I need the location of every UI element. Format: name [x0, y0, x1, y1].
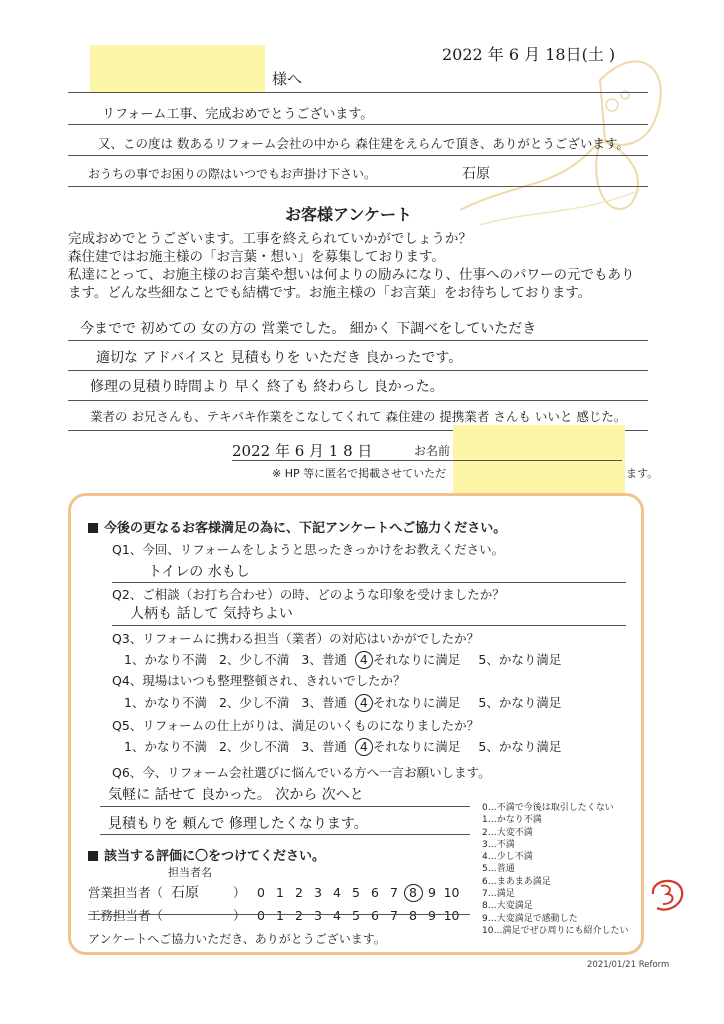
- q4-options: 1、かなり不満 2、少し不満 3、普通 4 それなりに満足 5、かなり満足: [124, 695, 562, 710]
- rule-line: [68, 155, 648, 156]
- legend-item: 2…大変不満: [482, 827, 533, 838]
- q1-answer: トイレの 水もし: [148, 564, 250, 580]
- sales-score-5: 5: [352, 885, 360, 900]
- sales-score-0: 0: [257, 885, 265, 900]
- intro-line-1: 完成おめでとうございます。工事を終えられていかがでしょうか？: [68, 231, 472, 247]
- q6-answer-line-1: 気軽に 話せて 良かった。 次から 次へと: [108, 787, 364, 803]
- letter-signature: 石原: [462, 166, 490, 182]
- sales-score-9: 9: [428, 885, 436, 900]
- legend-item: 4…少し不満: [482, 852, 533, 863]
- sales-score-6: 6: [371, 885, 379, 900]
- q6-label: Q6、今、リフォーム会社選びに悩んでいる方へ一言お願いします。: [112, 765, 491, 780]
- comment-line-3: 修理の見積り時間より 早く 終了も 終わらし 良かった。: [90, 379, 444, 395]
- works-score-10: 10: [443, 908, 460, 923]
- q4-selected-circle: 4: [355, 694, 373, 712]
- works-score-3: 3: [314, 908, 322, 923]
- legend-item: 6…まあまあ満足: [482, 876, 551, 887]
- rule-line: [68, 92, 648, 93]
- q6-answer-line-2: 見積もりを 頼んで 修理したくなります。: [108, 816, 368, 832]
- works-score-2: 2: [295, 908, 303, 923]
- works-score-0: 0: [257, 908, 265, 923]
- works-score-5: 5: [352, 908, 360, 923]
- works-score-9: 9: [428, 908, 436, 923]
- legend-item: 7…満足: [482, 889, 515, 900]
- legend-item: 0…不満で今後は取引したくない: [482, 803, 614, 813]
- sales-score-4: 4: [333, 885, 341, 900]
- sales-score-3: 3: [314, 885, 322, 900]
- q3-selected-circle: 4: [355, 651, 373, 669]
- letter-line-3: おうちの事でお困りの際はいつでもお声掛け下さい。: [88, 167, 377, 181]
- sales-staff-row: 営業担当者（ 石原 ） 0 1 2 3 4 5 6 7 8 9 10: [88, 882, 462, 902]
- comment-line-4: 業者の お兄さんも、テキパキ作業をこなしてくれて 森住建の 提携業者 さんも いいと 感じた。: [90, 409, 627, 424]
- rule-line: [68, 370, 648, 371]
- rule-line: [100, 806, 470, 807]
- rule-line: [100, 834, 470, 835]
- q5-selected-circle: 4: [355, 738, 373, 756]
- works-score-7: 7: [390, 908, 398, 923]
- rule-line: [112, 625, 626, 626]
- works-row-strikethrough: [88, 914, 470, 915]
- comment-line-1: 今までで 初めての 女の方の 営業でした。 細かく 下調べをしていただき: [80, 321, 537, 337]
- letter-line-1: リフォーム工事、完成おめでとうございます。: [102, 107, 374, 122]
- comment-line-2: 適切な アドバイスと 見積もりを いただき 良かったです。: [96, 350, 463, 366]
- q2-answer: 人柄も 話して 気持ちよい: [130, 606, 293, 622]
- letter-line-2: 又、この度は 数あるリフォーム会社の中から 森住建をえらんで頂き、ありがとうございます。: [98, 136, 629, 151]
- works-score-1: 1: [276, 908, 284, 923]
- q5-options: 1、かなり不満 2、少し不満 3、普通 4 それなりに満足 5、かなり満足: [124, 739, 562, 754]
- q4-label: Q4、現場はいつも整理整頓され、きれいでしたか？: [112, 673, 406, 688]
- thanks-text: アンケートへご協力いただき、ありがとうございます。: [88, 932, 386, 946]
- legend-item: 8…大変満足: [482, 901, 533, 912]
- legend-item: 1…かなり不満: [482, 815, 542, 826]
- sales-score-7: 7: [390, 885, 398, 900]
- works-score-scale: [252, 908, 462, 923]
- square-bullet-icon: [88, 523, 98, 533]
- sales-score-scale: [252, 885, 462, 900]
- survey-title: お客様アンケート: [285, 205, 413, 224]
- sales-score-1: 1: [276, 885, 284, 900]
- staff-name-label: 担当者名: [168, 866, 212, 879]
- legend-item: 5…普通: [482, 864, 515, 875]
- rule-line: [68, 340, 648, 341]
- q3-options: 1、かなり不満 2、少し不満 3、普通 4 それなりに満足 5、かなり満足: [124, 652, 562, 667]
- q5-label: Q5、リフォームの仕上がりは、満足のいくものになりましたか？: [112, 718, 480, 733]
- rule-line: [68, 124, 648, 125]
- works-score-6: 6: [371, 908, 379, 923]
- rule-line: [232, 460, 622, 461]
- legend-item: 9…大変満足で感動した: [482, 913, 578, 924]
- rating-legend: [482, 802, 628, 937]
- footnote-end: ます。: [626, 467, 659, 480]
- q2-label: Q2、ご相談（お打ち合わせ）の時、どのような印象を受けましたか？: [112, 587, 505, 602]
- sales-score-10: 10: [443, 885, 460, 900]
- sales-score-8: 8: [404, 884, 423, 902]
- q1-label: Q1、今回、リフォームをしようと思ったきっかけをお教えください。: [112, 542, 505, 557]
- works-score-4: 4: [333, 908, 341, 923]
- footnote: ※ HP 等に匿名で掲載させていただ: [272, 467, 447, 480]
- q3-label: Q3、リフォームに携わる担当（業者）の対応はいかがでしたか？: [112, 631, 480, 646]
- hand-drawn-mark: [645, 872, 691, 918]
- sales-score-2: 2: [295, 885, 303, 900]
- questionnaire-heading: 今後の更なるお客様満足の為に、下記アンケートへご協力ください。: [88, 517, 506, 536]
- legend-item: 10…満足でぜひ周りにも紹介したい: [482, 925, 629, 936]
- works-staff-row: 工務担当者（ ） 0 1 2 3 4 5 6 7 8 9 10: [88, 906, 462, 924]
- legend-item: 3…不満: [482, 839, 515, 850]
- intro-line-3: 私達にとって、お施主様のお言葉や想いは何よりの励みになり、仕事へのパワーの元でもあり: [68, 267, 635, 283]
- rule-line: [68, 400, 648, 401]
- letter-date: 2022 年 6 月 18日(土 ): [442, 45, 616, 64]
- square-bullet-icon: [88, 851, 98, 861]
- works-score-8: 8: [409, 908, 417, 923]
- sales-staff-name: 石原: [171, 885, 200, 901]
- rule-line: [68, 186, 648, 187]
- name-label: お名前: [414, 444, 451, 458]
- comment-date: 2022 年 6 月 1 8 日: [232, 442, 373, 460]
- rule-line: [112, 582, 626, 583]
- intro-line-4: ます。どんな些細なことでも結構です。お施主様の「お言葉」をお待ちしております。: [68, 285, 592, 301]
- salutation: 様へ: [272, 70, 303, 88]
- recipient-name-redaction: [90, 45, 265, 93]
- rating-heading: 該当する評価に〇をつけてください。: [88, 845, 325, 864]
- intro-line-2: 森住建ではお施主様の「お言葉・想い」を募集しております。: [68, 249, 445, 265]
- footer-code: 2021/01/21 Reform: [587, 960, 670, 970]
